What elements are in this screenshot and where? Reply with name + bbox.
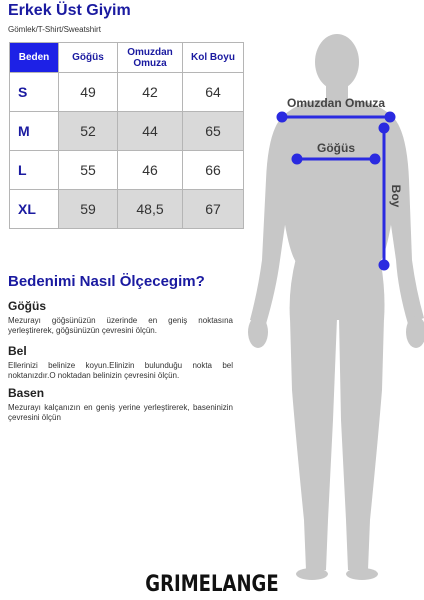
size-cell: L xyxy=(10,151,59,190)
shoulder-cell: 42 xyxy=(118,73,183,112)
section-heading-chest: Göğüs xyxy=(8,299,46,313)
size-cell: XL xyxy=(10,190,59,229)
sleeve-cell: 66 xyxy=(183,151,244,190)
column-header-shoulder-text: Omuzdan Omuza xyxy=(127,46,173,69)
chest-cell: 59 xyxy=(59,190,118,229)
chest-cell: 55 xyxy=(59,151,118,190)
section-heading-waist: Bel xyxy=(8,344,27,358)
chest-cell: 52 xyxy=(59,112,118,151)
brand-logo: GRIMELANGE xyxy=(145,572,279,597)
section-text-waist: Ellerinizi belinize koyun.Elinizin bulunduğu nokta bel noktanızdır.O noktadan belinizin çevresini ölçün. xyxy=(8,361,233,380)
shoulder-cell: 46 xyxy=(118,151,183,190)
page-subtitle: Gömlek/T-Shirt/Sweatshirt xyxy=(8,25,101,34)
column-header-size: Beden xyxy=(10,43,59,73)
section-text-chest: Mezurayı göğsünüzün üzerinde en geniş noktasına yerleştirerek, göğsünüzün çevresini ölçün. xyxy=(8,316,233,335)
column-header-sleeve: Kol Boyu xyxy=(183,43,244,73)
chest-cell: 49 xyxy=(59,73,118,112)
shoulder-cell: 48,5 xyxy=(118,190,183,229)
shoulder-label: Omuzdan Omuza xyxy=(286,96,386,110)
size-cell: M xyxy=(10,112,59,151)
size-cell: S xyxy=(10,73,59,112)
section-heading-hip: Basen xyxy=(8,386,45,400)
length-label: Boy xyxy=(389,184,403,208)
section-text-hip: Mezurayı kalçanızın en geniş yerine yerleştirerek, baseninizin çevresini ölçün xyxy=(8,403,233,422)
sleeve-cell: 65 xyxy=(183,112,244,151)
sleeve-cell: 67 xyxy=(183,190,244,229)
shoulder-cell: 44 xyxy=(118,112,183,151)
sleeve-cell: 64 xyxy=(183,73,244,112)
column-header-chest: Göğüs xyxy=(59,43,118,73)
guide-title: Bedenimi Nasıl Ölçecegim? xyxy=(8,273,205,290)
chest-label: Göğüs xyxy=(317,141,355,155)
page-title: Erkek Üst Giyim xyxy=(8,2,131,19)
